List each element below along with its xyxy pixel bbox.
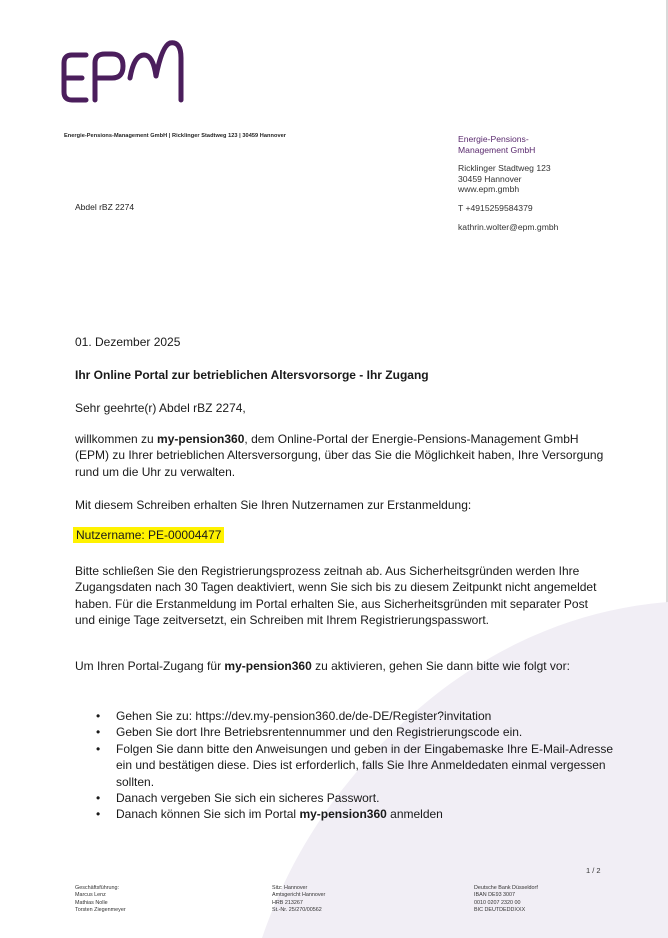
list-item — [94, 708, 614, 724]
footer-line: IBAN DE93 3007 — [474, 892, 516, 899]
step-text: Folgen Sie dann bitte den Anweisungen und geben in der Eingabemaske Ihre E-Mail-Adresse ein und bestätigen diese. Dies ist erforderlich, falls Sie Ihre Anmeldedaten einmal vergessen sollten. — [116, 741, 613, 789]
footer-line: Sitz: Hannover — [272, 885, 308, 891]
contact-city: 30459 Hannover — [458, 173, 522, 184]
footer-line: BIC DEUTDEDDXXX — [474, 907, 526, 914]
list-item — [94, 741, 614, 790]
intro-text-after: , dem Online-Portal der Energie-Pensions-Management GmbH (EPM) zu Ihrer betrieblichen Altersversorgung, über das Sie die Möglichkeit haben, Ihre Versorgung rund um die Uhr zu verwalten. — [75, 432, 604, 479]
list-item — [94, 790, 614, 806]
letter-date: 01. Dezember 2025 — [75, 335, 181, 349]
recipient-name: Abdel rBZ 2274 — [75, 202, 135, 212]
username-value: PE-00004477 — [148, 528, 222, 542]
footer-line: Marcus Lenz — [75, 892, 106, 899]
username-label: Nutzername: — [76, 528, 145, 542]
epm-logo — [60, 38, 188, 104]
footer-line: HRB 213267 — [272, 899, 303, 906]
step-text: Danach vergeben Sie sich ein sicheres Passwort. — [116, 791, 380, 806]
contact-company-line1: Energie-Pensions- — [458, 134, 529, 144]
activation-paragraph — [75, 658, 610, 674]
footer-line: Mathias Nolle — [75, 899, 108, 906]
portal-brand-name: my-pension360 — [224, 659, 312, 673]
username-intro-paragraph: Mit diesem Schreiben erhalten Sie Ihren Nutzernamen zur Erstanmeldung: — [75, 498, 472, 512]
list-item — [94, 724, 614, 740]
sender-address-line: Energie-Pensions-Management GmbH | Ricklinger Stadtweg 123 | 30459 Hannover — [64, 133, 286, 139]
steps-list — [94, 708, 614, 823]
page-number: 1 / 2 — [586, 866, 601, 875]
contact-email[interactable]: kathrin.wolter@epm.gmbh — [458, 221, 559, 232]
footer-line: 0010 0207 2320 00 — [474, 899, 521, 906]
contact-street: Ricklinger Stadtweg 123 — [458, 163, 551, 174]
step-text: Geben Sie dort Ihre Betriebsrentennummer und den Registrierungscode ein. — [116, 725, 523, 740]
footer-bank — [474, 885, 538, 915]
footer-line: Torsten Ziegenmeyer — [75, 907, 126, 914]
username-highlight — [73, 527, 224, 543]
portal-brand-name: my-pension360 — [299, 807, 387, 822]
contact-block — [458, 134, 558, 240]
footer-line: Amtsgericht Hannover — [272, 892, 326, 899]
registration-paragraph: Bitte schließen Sie den Registrierungsprozess zeitnah ab. Aus Sicherheitsgründen werden Ihre Zugangsdaten nach 30 Tagen deaktiviert, wenn Sie sich bis zu diesem Zeitpunkt nicht angemeldet haben. Für die Erstanmeldung im Portal erhalten Sie, aus Sicherheitsgründen mit separater Post und einige Tage zeitversetzt, ein Schreiben mit Ihrem Registrierungspasswort. — [75, 564, 597, 628]
contact-phone: T +4915259584379 — [458, 202, 533, 213]
footer-line: Geschäftsführung: — [75, 885, 120, 891]
letter-subject: Ihr Online Portal zur betrieblichen Altersvorsorge - Ihr Zugang — [75, 368, 429, 382]
step-text-after: anmelden — [386, 807, 443, 822]
intro-text-before: willkommen zu — [75, 432, 158, 446]
footer-line: St.-Nr. 25/270/00562 — [272, 907, 322, 914]
contact-company-line2: Management GmbH — [458, 144, 536, 155]
contact-web[interactable]: www.epm.gmbh — [458, 184, 520, 195]
footer-line: Deutsche Bank Düsseldorf — [474, 885, 538, 891]
activation-text-after: zu aktivieren, gehen Sie dann bitte wie folgt vor: — [311, 659, 570, 673]
step-register-url[interactable]: Gehen Sie zu: https://dev.my-pension360.de/de-DE/Register?invitation — [116, 709, 492, 723]
portal-brand-name: my-pension360 — [157, 432, 245, 446]
footer-registry — [272, 885, 325, 915]
list-item — [94, 806, 614, 822]
step-text-before: Danach können Sie sich im Portal — [116, 807, 300, 822]
activation-text-before: Um Ihren Portal-Zugang für — [75, 659, 225, 673]
salutation: Sehr geehrte(r) Abdel rBZ 2274, — [75, 401, 246, 415]
intro-paragraph — [75, 431, 610, 480]
footer-management — [75, 885, 126, 915]
